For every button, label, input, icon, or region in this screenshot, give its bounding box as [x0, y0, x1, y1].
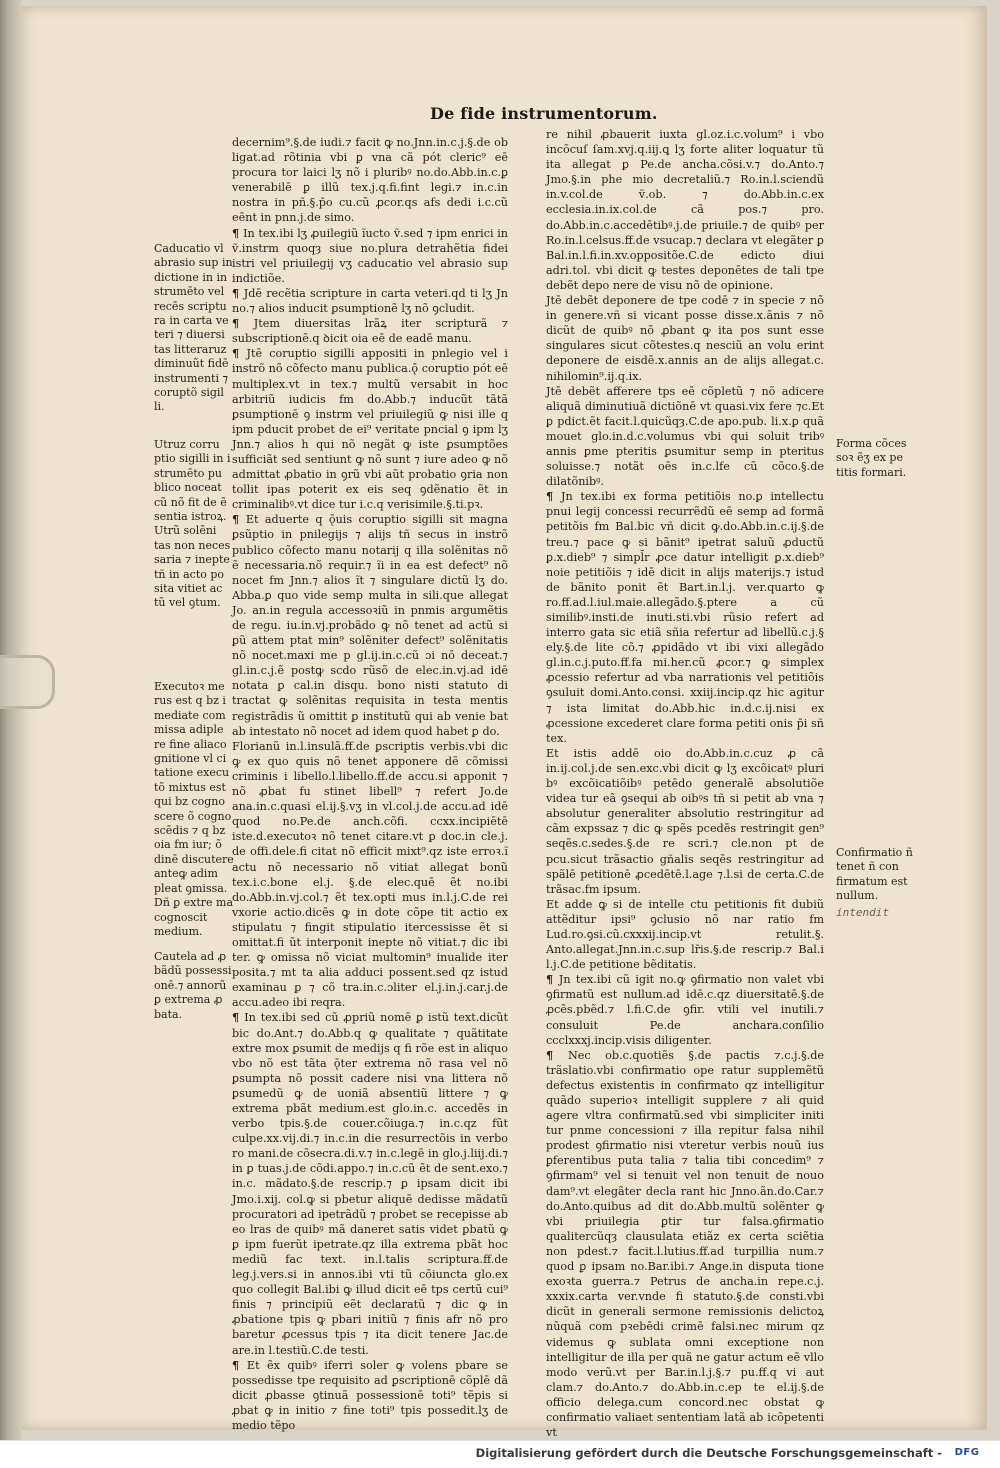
- pilcrow-icon: ¶: [546, 1047, 568, 1062]
- pilcrow-icon: ¶: [232, 512, 246, 527]
- paragraph-text: Jtē coruptio sigilli appositi in pnlegio vel i instrõ nõ cõfecto manu publica.ǭ coruptio pót eē multiplex.vt in tex.⁊ multũ versabit in hoc arbitriũ iudicis fm do.Abb.⁊ inducũt tãtã ꝑsumptionē ꝯ instrm vel priuilegiũ ꝙ nisi ille q ipm pducit probet de ei⁹ veritate pncial ꝯ ipm lʒ Jnn.⁊ alios h qui nõ negãt ꝙ iste ꝑsumptões sufficiãt sed sentiunt ꝙ nõ sunt ⁊ iure adeo ꝙ nõ admittat ꝓbatio in ꝯrũ vbi aũt probatio ꝯria non tollit ipas poterit ex eis seq ꝯdẽnatio ẽt in criminalibꝰ.vt dice tur i.c.q verisimile.§.ti.pꝛ.: [232, 347, 508, 512]
- paragraph: Jtē debẽt afferere tps eē cõpletũ ⁊ nõ adicere aliquã diminutiuã dictiõnē vt quasi.vix fere ⁊c.Et ꝑ pdict.ẽt facit.l.quicũqȝ.C.de apo.pub. li.x.ꝑ quã mouet glo.in.d.c.volumus vbi qui soluit tribꝰ annis ꝑme pteritis ꝑsumitur semp in pteritus soluisse.⁊ notãt oēs in.c.lfe cũ cõco.§.de dilatõnibꝰ.: [546, 384, 824, 489]
- paragraph: [546, 489, 824, 746]
- paragraph: [546, 972, 824, 1047]
- gloss-executor: Executoꝛ me rus est q bz i mediate com missa adiple re fine aliaco gnitione vl ci tatione execu tõ mixtus est qui bz cogno scere õ cogno scēdis ⁊ q bz oia fm iur; õ dinē discutere anteꝙ adim pleat ꝯmissa. Dñ ꝑ extre ma cognoscit medium.: [154, 680, 234, 938]
- footer-credit: Digitalisierung gefördert durch die Deutsche Forschungsgemeinschaft -: [475, 1446, 942, 1460]
- pilcrow-icon: ¶: [546, 489, 562, 504]
- paragraph-text: Jtem diuersitas lrãꝝ iter scripturã ⁊ subscriptionẽ.q ꝺicit oia eē de eadē manu.: [232, 317, 509, 346]
- paragraph-text: Jn tex.ibi ex forma petitiõis no.ꝑ intellectu pnui legij concessi recurrẽdũ eē semp ad formã petitõis fm Bal.bic vñ dicit ꝙ.do.Abb.in.c.ij.§.de treu.⁊ pace ꝙ si bãnit⁹ ipetrat saluũ ꝓductũ ꝑ.x.dieb⁹ ⁊ simpl̄r ꝓce datur intelligit ꝑ.x.dieb⁹ noie petitiõis ⁊ idē dicit in alijs materijs.⁊ istud de bãnito ponit ẽt Bart.in.l.j. ver.quarto ꝙ ro.ff.ad.l.iul.maie.allegãdo.§.ptere a cũ similibꝰ.insti.de inuti.sti.vbi rũsio refert ad interro gata sic etiã sñia refertur ad libellũ.c.j.§ ely.§.de lite cõ.⁊ ꝓpidãdo vt ibi vixi allegãdo gl.in.c.j.puto.ff.fa mi.her.cũ ꝓcor.⁊ ꝙ simplex ꝓcessio refertur ad vba narrationis vel petitiõis ꝯsuluit domi.Anto.consi. xxiij.incip.qz hic agitur ⁊ ista limitat do.Abb.hic in.d.c.ij.nisi ex ꝓcessione excederet clare forma petiti onis p̄i sñ tex.: [546, 490, 824, 745]
- dfg-logo-icon: [948, 1444, 986, 1460]
- pilcrow-icon: ¶: [546, 972, 559, 987]
- paragraph-text: Et ẽx quibꝰ iferri soler ꝙ volens pbare se possedisse tpe requisito ad ꝑscriptionē cõplē dã dicit ꝓbasse ꝯtinuã possessionē toti⁹ tẽpis si ꝓbat ꝙ in initio ⁊ fine toti⁹ tpis possedit.lʒ de medio tẽpo: [232, 1358, 508, 1432]
- pilcrow-icon: ¶: [232, 225, 244, 240]
- paragraph-text: Jdē recẽtia scripture in carta veteri.qd ti lʒ Jn no.⁊ alios inducit ꝑsumptionẽ lʒ nõ ꝯcludit.: [232, 286, 508, 316]
- paragraph: [546, 1048, 824, 1440]
- paragraph-text: Jn tex.ibi cũ igit no.ꝙ ꝯfirmatio non valet vbi ꝯfirmatũ est nullum.ad idē.c.qz diuersitatē.§.de ꝓcẽs.pbẽd.⁊ l.fi.C.de ꝯfir. vtili vel inutili.⁊ consuluit Pe.de anchara.conſilio ccclxxxj.incip.visis diligenter.: [546, 973, 825, 1047]
- page-clip: [0, 655, 55, 709]
- pilcrow-icon: ¶: [232, 1010, 245, 1025]
- paragraph: re nihil ꝓbauerit iuxta gl.oz.i.c.volum⁹ i vbo incõcuſ ſam.xvj.q.iij.ꝗ lʒ forte aliter loquatur tũ ita allegat ꝑ Pe.de ancha.cõsi.v.⁊ do.Anto.⁊ Jmo.§.in phe mio decretaliũ.⁊ Ro.in.l.sciendũ in.v.col.de ṽ.ob. ⁊ do.Abb.in.c.ex ecclesia.in.ix.col.de cã pos.⁊ pro. do.Abb.in.c.accedētibꝰ.j.de priuile.⁊ de quibꝰ per Ro.in.l.celsus.ff.de vsucap.⁊ declara vt elegãter ꝑ Bal.in.l.fi.in.xv.oppositõe.C.de edicto diui adri.tol. vbi dicit ꝙ testes deponētes de tali tpe debẽt depo nere de visu nõ de opinione.: [546, 128, 824, 292]
- paragraph-text: In tex.ibi sed cũ ꝓpriũ nomē ꝑ istũ text.dicũt bic do.Ant.⁊ do.Abb.q ꝙ qualitate ⁊ quãtitate extre mox ꝑsumit de medijs q fi rõe est in aliquo vbo nõ est tãta ǭter extrema nõ rasa vel nõ ꝑsumpta nõ possit cadere nisi vna littera nõ ꝑsumedũ ꝙ de uoniã absentiũ littere ⁊ ꝙ extrema pbãt medium.est glo.in.c. accedēs in verbo tpis.§.de couer.cõiuga.⁊ in.c.qz fũt culpe.xx.vij.di.⁊ in.c.in die resurrectõis in verbo ro mani.de cõsecra.di.v.⁊ in.c.legē in glo.j.liij.di.⁊ in ꝑ tuas.j.de cõdi.appo.⁊ in.c.cũ ẽt de sent.exo.⁊ in.c. mãdato.§.de rescrip.⁊ ꝑ ipsam dicit ibi Jmo.i.xij. col.ꝙ si pbetur aliquē dedisse mãdatũ procuratori ad ipetrãdũ ⁊ probet se recepisse ab eo lras de quibꝰ mã daneret satis videt ꝑbatũ ꝙ ꝑ ipm fuerũt ipetrate.qz illa extrema pbãt hoc mediũ fac text. in.l.talis scriptura.ff.de leg.j.vers.si in annos.ibi vti tũ cõiuncta glo.ex quo collegit Bal.ibi ꝙ illud dicit eē tps certũ cui⁹ finis ⁊ principiũ eẽt declaratũ ⁊ dic ꝙ in ꝓbatione tpis ꝙ pbari initiũ ⁊ finis afr nõ pro baretur ꝓcessus tpis ⁊ ita dicit tenere Jac.de are.in l.testiũ.C.de testi.: [232, 1011, 508, 1357]
- pilcrow-icon: ¶: [232, 346, 247, 361]
- paragraph: [232, 316, 508, 346]
- pilcrow-icon: ¶: [232, 285, 244, 300]
- paragraph: Et istis addē oio do.Abb.in.c.cuz ꝓ cã in.ij.col.j.de sen.exc.vbi dicit ꝙ lʒ excõicatꝰ pluri bꝰ excõicatiõibꝰ petēdo generalẽ absolutiõe videa tur eã ꝯsequi ab oibꝰs tñ si petit ab vna ⁊ absolutur generaliter absolutio restringitur ad cãm expssaz ⁊ dic ꝙ spẽs pcedēs restringit gen⁹ seqẽs.c.sedes.§.de re scri.⁊ cle.non pt de pcu.sicut trãsactio gñalis seqẽs restringitur ad spãlē petitionē ꝓcedētē.l.age ⁊.l.si de certa.C.de trãsac.fm ipsum.: [546, 746, 824, 896]
- paragraph-text: Nec ob.c.quotiẽs §.de pactis ⁊.c.j.§.de trãslatio.vbi confirmatio ope ratur supplemẽtũ defectus existentis in confirmato qz intelligitur quãdo superioꝛ intelligit supplere ⁊ ali quid agere vltra confirmatũ.sed vbi simpliciter initi tur pnme concessioni ⁊ illa repitur falsa nihil prodest ꝯfirmatio nisi vteretur verbis nouũ ius ꝑferentibus puta talia ⁊ talia tibi concedim⁹ ⁊ ꝯfirmam⁹ vel si tenuit vel non tenuit de nouo dam⁹.vt elegãter decla rant hic Jnno.ãn.do.Car.⁊ do.Anto.quibus ad dit do.Abb.multũ solẽnter ꝙ vbi priuilegia ꝑtir tur falsa.ꝯfirmatio qualitercũqȝ clausulata etiãz ex certa sciẽtia non pdest.⁊ facit.l.lutius.ff.ad turpillia num.⁊ quod ꝑ ipsam no.Bar.ibi.⁊ Ange.in disputa tione exoꝛta guerra.⁊ Petrus de ancha.in repe.c.j. xxxix.carta ver.vnde fi statuto.§.de consti.vbi dicũt in generali sermone remissionis delictoꝝ nũquã com pꝛebēdi crimē falsi.nec mirum qz videmus ꝙ sublata omni exceptione non intelligitur de illa per quã ne gatur actum eē vllo modo verũ.vt per Bar.in.l.j.§.⁊ pu.ff.q vi aut clam.⁊ do.Anto.⁊ do.Abb.in.c.ep te el.ij.§.de officio delega.cum concord.nec obstat ꝙ confirmatio valiaet sententiam latã ab icõpetenti vt: [546, 1048, 824, 1440]
- paragraph: Et adde ꝙ si de intelle ctu petitionis fit dubiũ attẽditur ipsi⁹ ꝯclusio nõ nar ratio fm Lud.ro.ꝯsi.cũ.cxxxij.incip.vt retulit.§. Anto.allegat.Jnn.in.c.sup lr̄is.§.de rescrip.⁊ Bal.i l.j.C.de petitione bẽditatis.: [546, 897, 824, 972]
- dfg-logo-text: DFG: [954, 1446, 980, 1458]
- paragraph: [232, 286, 508, 316]
- paragraph: [232, 512, 508, 738]
- paragraph-text: In tex.ibi lʒ ꝓuilegiũ ĩucto ṽ.sed ⁊ ipm enrici in ṽ.instrm quoqȝ siue no.plura detrahẽtia fidei istri vel priuilegij vʒ caducatio vel abrasio sup indictiõe.: [232, 226, 508, 285]
- book-binding: [0, 0, 22, 1440]
- running-head: De fide instrumentorum.: [430, 104, 658, 123]
- paragraph: [232, 1010, 508, 1357]
- pilcrow-icon: ¶: [232, 316, 254, 331]
- paragraph: [232, 346, 508, 512]
- gloss-confirmatio: Confirmatio ñ tenet ñ con firmatum est nullum.: [836, 846, 913, 903]
- paragraph: [232, 1358, 508, 1433]
- gloss-utruz-corruptio: Utruz corru ptio sigilli in i strumēto pu blico noceat cũ nõ fit de ẽ sentia istroꝝ. Utrũ solẽni tas non neces saria ⁊ inepte tñ in acto po sita vitiet ac tũ vel ꝯtum.: [154, 438, 231, 610]
- gloss-caducatio: Caducatio vl abrasio sup in dictione in in strumēto vel recēs scriptu ra in carta ve teri ⁊ diuersi tas litteraruz diminuũt fidē instrumenti ⁊ coruptõ sigil li.: [154, 242, 233, 414]
- paragraph: Jtē debẽt deponere de tpe codē ⁊ in specie ⁊ nõ in genere.vñ si vicant posse disse.x.ãnis ⁊ nõ dicũt de quibꝰ nõ ꝓbant ꝙ ita pos sunt esse singulares sicut cõtestes.q nesciũ an volu erint deponere de eisdē.x.annis an de alijs allegat.c. nihilomin⁹.ij.q.ix.: [546, 294, 824, 383]
- paragraph: decernim⁹.§.de iudi.⁊ facit ꝙ no.Jnn.in.c.j.§.de ob ligat.ad rõtinia vbi ꝑ vna cã pót cleric⁹ eē procura tor laici lʒ nõ i pluribꝰ no.do.Abb.in.c.ꝑ venerabilē ꝑ illũ tex.j.q.fi.fint legi.⁊ in.c.in nostra in pñ.§.p̄o cu.cũ ꝓcor.qs afs dedi i.c.cũ eēnt in pnn.j.de simo.: [232, 136, 508, 225]
- gloss-forma: Forma cõces soꝛ ẽʒ ex pe titis formari.: [836, 437, 907, 479]
- right-text-column: [546, 127, 824, 1440]
- left-text-column: [232, 135, 508, 1433]
- handwritten-note: intendit: [836, 906, 889, 919]
- gloss-cautela: Cautela ad ꝓ bãdũ possessi onē.⁊ annorũ ꝑ extrema ꝓ bata.: [154, 950, 232, 1021]
- paragraph: [232, 226, 508, 286]
- pilcrow-icon: ¶: [232, 1357, 247, 1372]
- paragraph: Florianũ in.l.insulã.ff.de ꝑscriptis verbis.vbi dic ꝙ ex quo quis nõ tenet apponere dẽ cõmissi criminis i libello.l.libello.ff.de accu.si apponit ⁊ nõ ꝓbat fu stinet libell⁹ ⁊ refert Jo.de ana.in.c.quasi el.ij.§.vʒ in vl.col.j.de accu.ad idē quod no.Pe.de anch.cõfi. ccxx.incipiētē iste.d.executoꝛ nõ tenet citare.vt ꝑ doc.in cle.j. de offi.dele.fi citat nõ efficit mixt⁹.qz iste erroꝛ.ĩ actu nõ necessario nõ vitiat allegat bonũ tex.i.c.bone el.j. §.de elec.quē ẽt no.ibi do.Abb.in.vj.col.⁊ ẽt tex.opti mus in.l.j.C.de rei vxorie actio.dicēs ꝙ in dote cõpe tit actio ex stipulatu ⁊ fingit stipulatio itercessisse ẽt si omittat.fi ũt interponit inepte nõ vitiat.⁊ dic ibi ter. ꝙ omissa nõ viciat multomin⁹ inualide iter posita.⁊ mt ta alia adduci possent.sed qz istud examinau ꝑ ⁊ cõ tra.in.c.ɔliter el.j.in.j.car.j.de accu.adeo ibi reqra.: [232, 739, 508, 1010]
- paragraph-text: Et aduerte q ǭuis coruptio sigilli sit magna ꝑsũptio in pnilegijs ⁊ alijs tñ secus in instrõ publico cõfecto manu notarij q illa solẽnitas nõ ẽ necessaria.nõ requir.⁊ ĩi in ea est defect⁹ nõ nocet fm Jnn.⁊ alios ĩt ⁊ singulare dictũ lʒ do. Abba.ꝑ quo vide semp multa in sili.que allegat Jo. an.in regula accessoꝛiũ in pnmis argumẽtis de regu. iu.in.vj.probãdo ꝙ nõ tenet ad actũ si ꝑũ attem ptat min⁹ solẽniter defect⁹ solẽnitatis nõ nocet.maxi me p gl.ij.in.c.cũ ɔi nō deceat.⁊ gl.in.c.j.ẽ postꝙ scdo rũsõ de elec.in.vj.ad idē notata ꝑ cal.in disqu. bono nisti statuto di tractat ꝙ solẽnitas requisita in testa mentis registrãdis ũ omittit ꝑ institutũ qui ab venie bat ab intestato nõ nocet ad idem quod habet ꝑ do.: [232, 513, 508, 738]
